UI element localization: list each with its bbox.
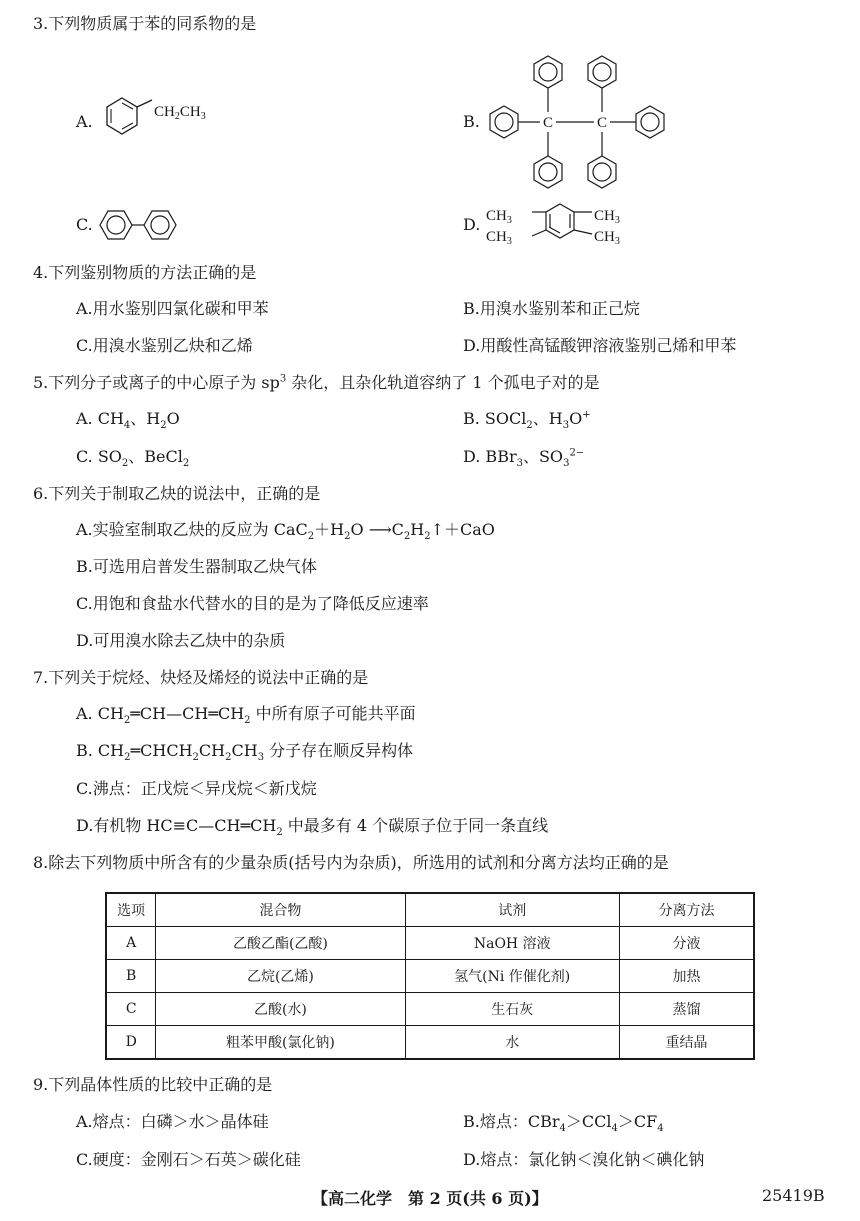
table-header: 选项 (106, 893, 156, 927)
q3-option-b-structure (480, 48, 680, 193)
q8-table (105, 892, 755, 1060)
q9-stem: 9.下列晶体性质的比较中正确的是 (33, 1075, 273, 1094)
q6-option-d: D.可用溴水除去乙炔中的杂质 (76, 631, 286, 650)
paper-code: 25419B (762, 1186, 825, 1205)
q4-option-d: D.用酸性高锰酸钾溶液鉴别己烯和甲苯 (463, 336, 737, 355)
table-cell: 蒸馏 (619, 993, 754, 1026)
q4-option-a: A.用水鉴别四氯化碳和甲苯 (76, 299, 269, 318)
q5-option-b: B. SOCl$_2$、$H_3O^+$ (463, 409, 591, 432)
q9-option-d: D.熔点：氯化钠＜溴化钠＜碘化钠 (463, 1150, 705, 1169)
q6-option-a: A.实验室制取乙炔的反应为 $CaC_2+H_2O$ $⟶C_2H_2↑+CaO$ (76, 520, 495, 543)
q6-option-b: B.可选用启普发生器制取乙炔气体 (76, 557, 317, 576)
q6-option-c: C.用饱和食盐水代替水的目的是为了降低反应速率 (76, 594, 429, 613)
q3-option-b-label: B. (463, 112, 480, 131)
q7-option-b: B. $CH_2═CHCH_2CH_2CH_3$ 分子存在顺反异构体 (76, 741, 414, 764)
q4-option-c: C.用溴水鉴别乙炔和乙烯 (76, 336, 253, 355)
q5-option-c: C. $SO_2$、BeCl$_2$ (76, 447, 190, 470)
q4-option-b: B.用溴水鉴别苯和正己烷 (463, 299, 640, 318)
q3-option-a-structure (92, 88, 242, 148)
page-footer: 【高二化学 第 2 页(共 6 页)】 (312, 1189, 548, 1208)
table-header-row (106, 893, 754, 927)
svg-text:CH3: $CH_3$ (594, 229, 620, 247)
table-cell: 加热 (619, 960, 754, 993)
table-cell: D (106, 1026, 156, 1060)
table-cell: 水 (405, 1026, 619, 1060)
table-cell: NaOH 溶液 (405, 927, 619, 960)
table-cell: 氢气(Ni 作催化剂) (405, 960, 619, 993)
table-cell: A (106, 927, 156, 960)
q9-option-b: B.熔点：$CBr_4>CCl_4>CF_4$ (463, 1112, 664, 1135)
table-cell: 分液 (619, 927, 754, 960)
svg-text:C: C (543, 115, 554, 131)
svg-text:CH3: $CH_3$ (486, 208, 512, 226)
q3-option-a-label: A. (76, 112, 93, 131)
table-header: 混合物 (156, 893, 405, 927)
q7-option-d: D.有机物 $HC\equiv C—CH═CH_2$ 中最多有 4 个碳原子位于同一条直线 (76, 816, 549, 839)
q6-stem: 6.下列关于制取乙炔的说法中，正确的是 (33, 484, 321, 503)
q7-option-a: A. $CH_2═CH—CH═CH_2$ 中所有原子可能共平面 (76, 704, 416, 727)
q8-stem: 8.除去下列物质中所含有的少量杂质(括号内为杂质)，所选用的试剂和分离方法均正确的是 (33, 853, 669, 872)
table-cell: 乙酸(水) (156, 993, 405, 1026)
q9-option-a: A.熔点：白磷＞水＞晶体硅 (76, 1112, 269, 1131)
q5-option-d: D. BBr$_3$、$SO_3^{2-}$ (463, 447, 585, 470)
q7-stem: 7.下列关于烷烃、炔烃及烯烃的说法中正确的是 (33, 668, 369, 687)
q3-stem: 3.下列物质属于苯的同系物的是 (33, 14, 257, 33)
q3-option-c-label: C. (76, 215, 93, 234)
table-cell: C (106, 993, 156, 1026)
table-cell: 重结晶 (619, 1026, 754, 1060)
table-row (106, 993, 754, 1026)
q7-option-c: C.沸点：正戊烷＜异戊烷＜新戊烷 (76, 779, 317, 798)
svg-text:CH2CH3: $CH_2CH_3$ (154, 104, 206, 122)
table-row (106, 1026, 754, 1060)
table-cell: 乙酸乙酯(乙酸) (156, 927, 405, 960)
table-cell: 粗苯甲酸(氯化钠) (156, 1026, 405, 1060)
table-cell: 乙烷(乙烯) (156, 960, 405, 993)
q5-stem: 5.下列分子或离子的中心原子为 $sp^3$ 杂化，且杂化轨道容纳了 1 个孤电子对的是 (33, 373, 600, 392)
q3-option-c-structure (92, 205, 192, 247)
table-cell: B (106, 960, 156, 993)
q9-option-c: C.硬度：金刚石＞石英＞碳化硅 (76, 1150, 301, 1169)
table-header: 分离方法 (619, 893, 754, 927)
q5-option-a: A. $CH_4$、$H_2O$ (76, 409, 180, 432)
table-header: 试剂 (405, 893, 619, 927)
svg-text:C: C (597, 115, 608, 131)
q4-stem: 4.下列鉴别物质的方法正确的是 (33, 263, 257, 282)
table-row (106, 927, 754, 960)
table-row (106, 960, 754, 993)
table-cell: 生石灰 (405, 993, 619, 1026)
svg-text:CH3: $CH_3$ (486, 229, 512, 247)
q3-option-d-structure (482, 198, 642, 250)
svg-text:CH3: $CH_3$ (594, 208, 620, 226)
q3-option-d-label: D. (463, 215, 481, 234)
